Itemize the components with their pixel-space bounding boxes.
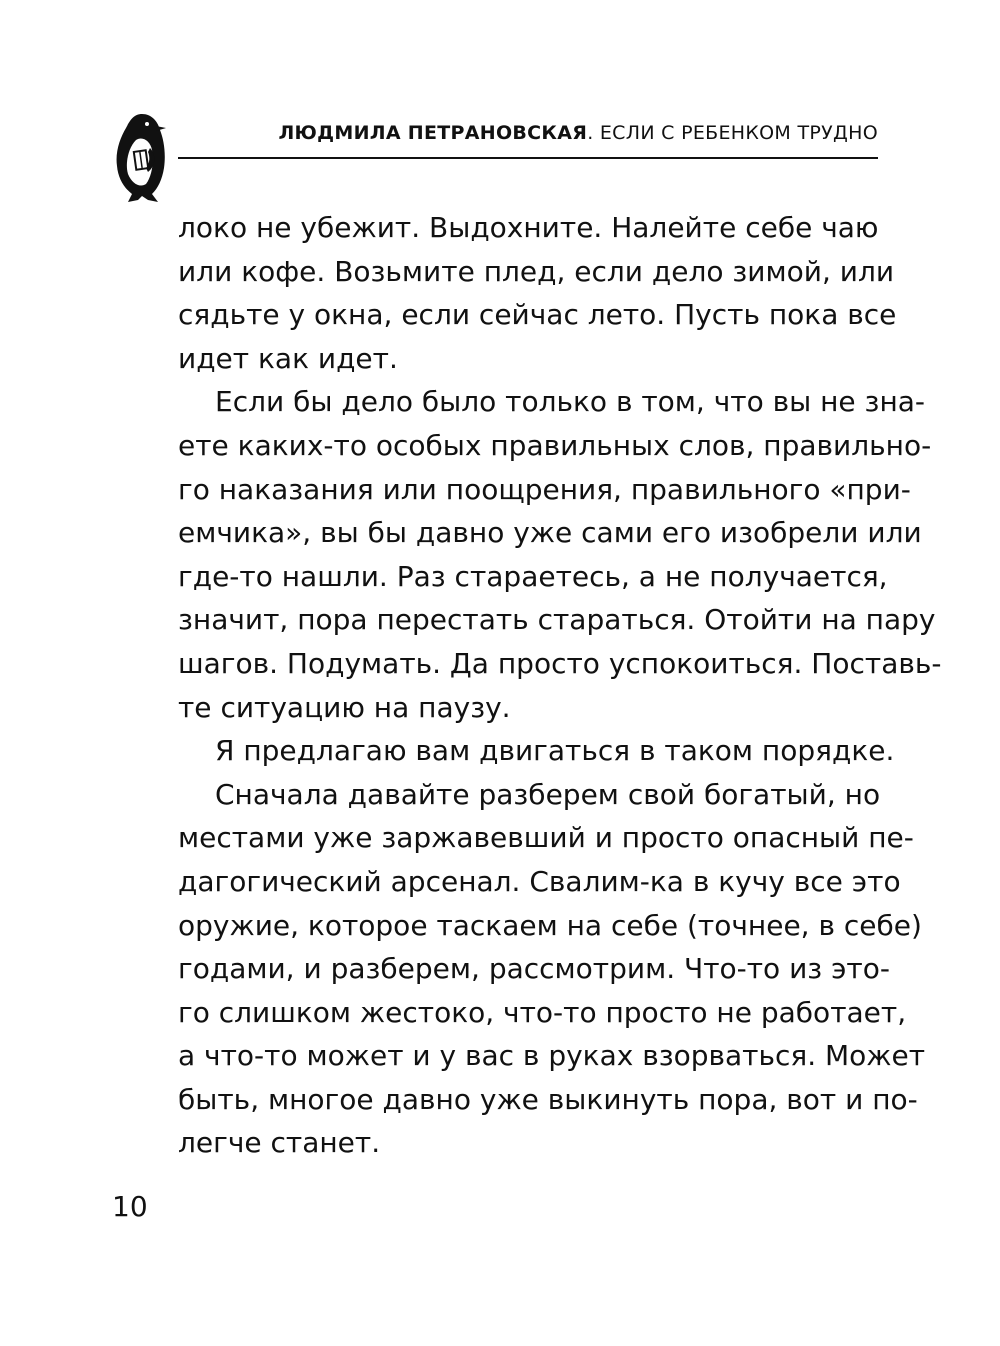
text-line: те ситуацию на паузу. bbox=[178, 690, 511, 724]
text-line: а что-то может и у вас в руках взорваться. Может bbox=[178, 1039, 926, 1073]
text-line: Я предлагаю вам двигаться в таком порядке. bbox=[215, 734, 895, 768]
header-book-title: ЕСЛИ С РЕБЕНКОМ ТРУДНО bbox=[599, 122, 878, 144]
text-line: быть, многое давно уже выкинуть пора, вот и по- bbox=[178, 1082, 918, 1116]
text-line: где-то нашли. Раз стараетесь, а не получается, bbox=[178, 559, 888, 593]
header-author: ЛЮДМИЛА ПЕТРАНОВСКАЯ bbox=[278, 122, 588, 144]
text-line: го слишком жестоко, что-то просто не работает, bbox=[178, 995, 907, 1029]
text-line: или кофе. Возьмите плед, если дело зимой, или bbox=[178, 254, 895, 288]
text-line: Если бы дело было только в том, что вы не зна- bbox=[215, 385, 926, 419]
text-line: легче станет. bbox=[178, 1126, 381, 1160]
penguin-with-book-icon bbox=[112, 110, 168, 206]
text-line: емчика», вы бы давно уже сами его изобрели или bbox=[178, 516, 922, 550]
text-line: местами уже заржавевший и просто опасный пе- bbox=[178, 821, 914, 855]
header-rule bbox=[178, 157, 878, 159]
text-line: оружие, которое таскаем на себе (точнее, в себе) bbox=[178, 908, 922, 942]
text-line: шагов. Подумать. Да просто успокоиться. Поставь- bbox=[178, 646, 942, 680]
text-line: Сначала давайте разберем свой богатый, но bbox=[215, 777, 881, 811]
running-header bbox=[178, 122, 878, 144]
header-separator: . bbox=[587, 122, 600, 144]
text-line: локо не убежит. Выдохните. Налейте себе чаю bbox=[178, 211, 879, 244]
page-number: 10 bbox=[112, 1190, 148, 1223]
text-line: идет как идет. bbox=[178, 341, 398, 375]
text-line: дагогический арсенал. Свалим-ка в кучу все это bbox=[178, 864, 901, 898]
text-line: годами, и разберем, рассмотрим. Что-то из это- bbox=[178, 952, 890, 986]
text-line: го наказания или поощрения, правильного «при- bbox=[178, 472, 911, 506]
text-line: ете каких-то особых правильных слов, правильно- bbox=[178, 428, 932, 462]
body-text bbox=[178, 206, 942, 1165]
text-line: значит, пора перестать стараться. Отойти на пару bbox=[178, 603, 936, 637]
text-line: сядьте у окна, если сейчас лето. Пусть пока все bbox=[178, 298, 897, 332]
